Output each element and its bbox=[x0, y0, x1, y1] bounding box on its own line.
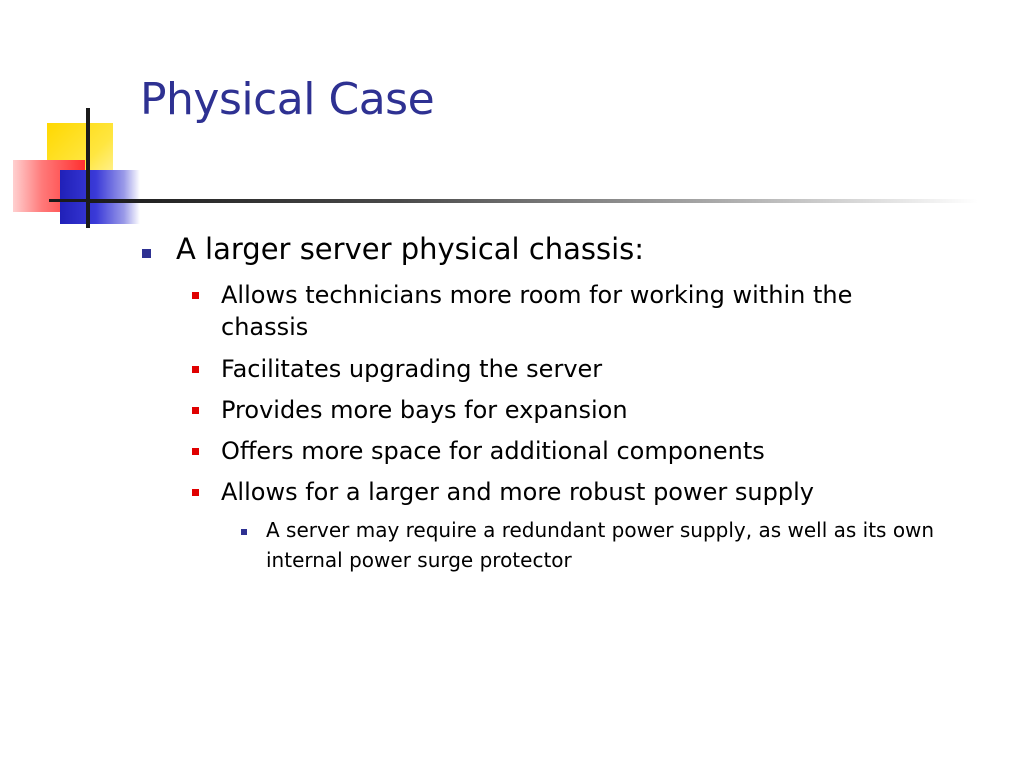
slide-title: Physical Case bbox=[140, 74, 435, 125]
bullet-square-icon bbox=[192, 448, 199, 455]
bullet-square-icon bbox=[192, 407, 199, 414]
bullet-item-level2: Allows technicians more room for working within the chassis bbox=[221, 281, 853, 341]
bullet-item-level3: A server may require a redundant power supply, as well as its own internal power surge protector bbox=[266, 518, 935, 572]
bullet-item-level2: Offers more space for additional components bbox=[221, 437, 765, 465]
bullet-item-level2: Provides more bays for expansion bbox=[221, 396, 628, 424]
bullet-square-icon bbox=[192, 292, 199, 299]
bullet-item-level2: Facilitates upgrading the server bbox=[221, 355, 603, 383]
bullet-square-icon bbox=[192, 366, 199, 373]
bullet-square-icon bbox=[241, 529, 247, 535]
bullet-square-icon bbox=[142, 249, 151, 258]
bullet-item-level1: A larger server physical chassis: bbox=[176, 232, 645, 266]
bullet-square-icon bbox=[192, 489, 199, 496]
bullet-item-level2: Allows for a larger and more robust power supply bbox=[221, 478, 814, 506]
